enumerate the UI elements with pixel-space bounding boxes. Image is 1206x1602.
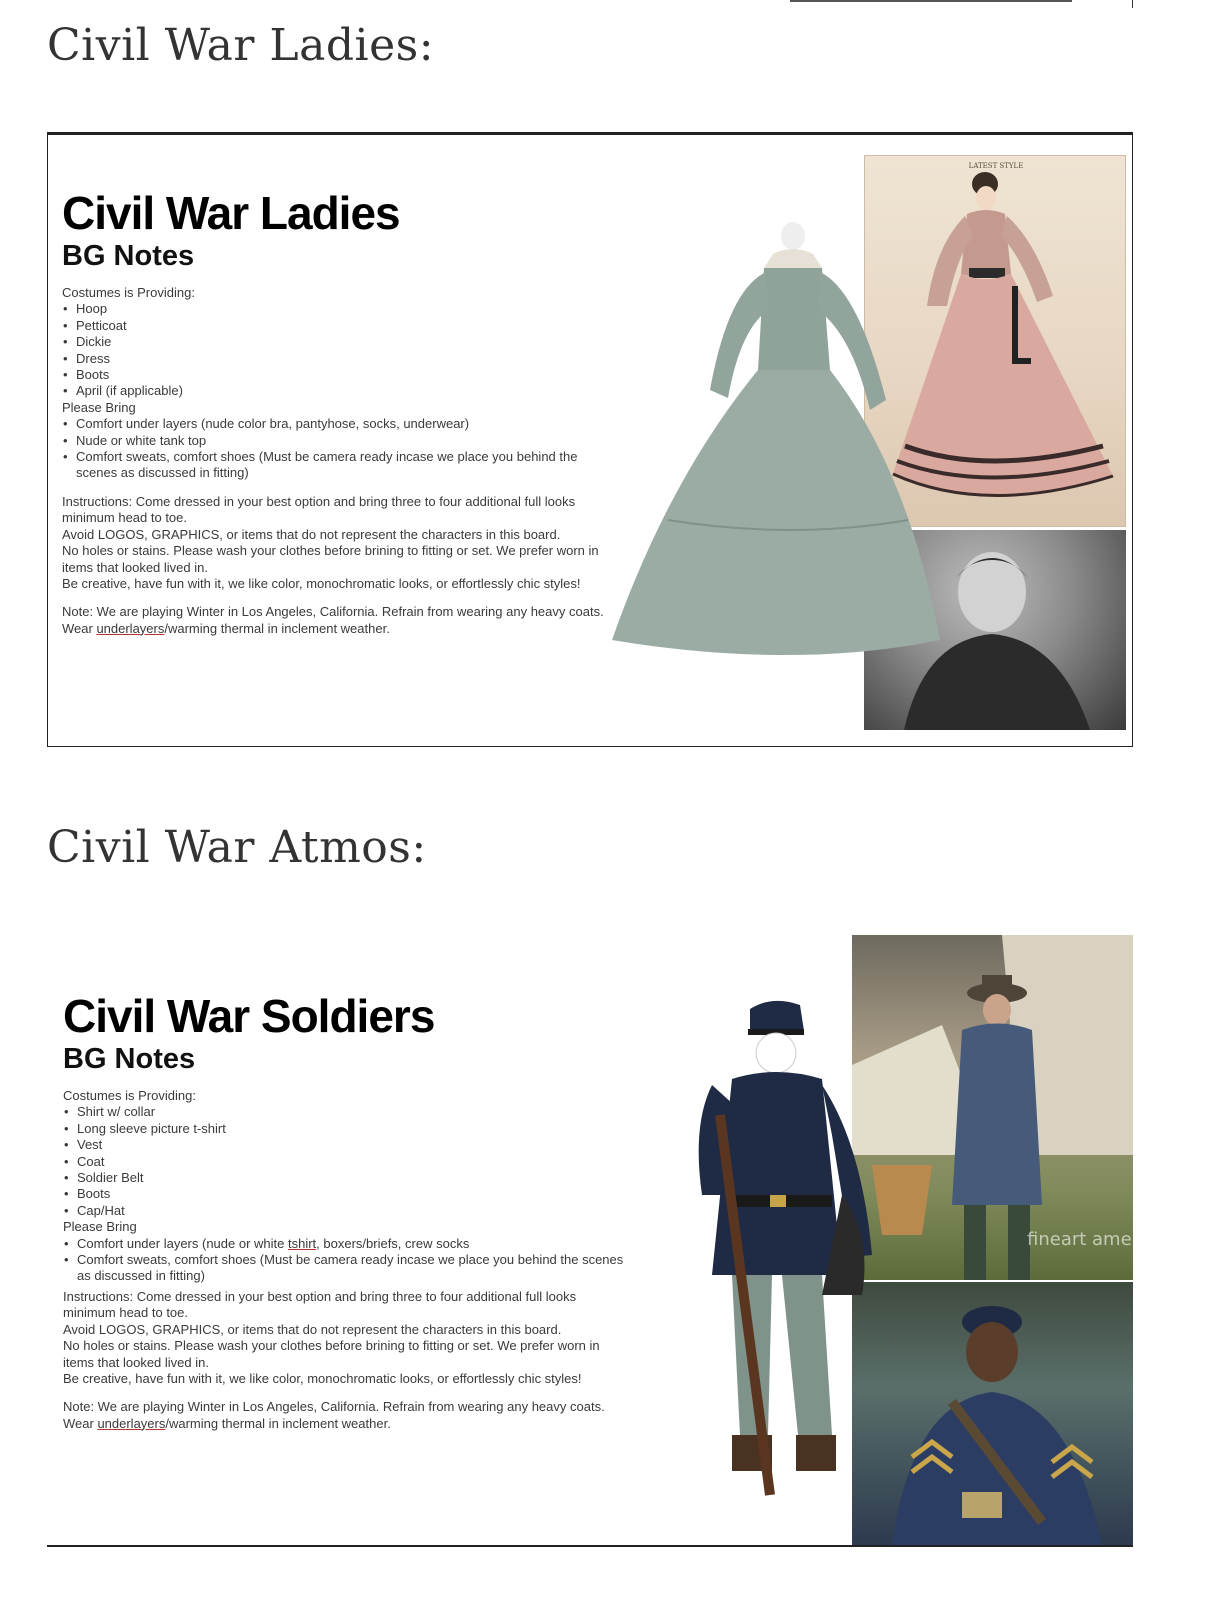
list-item: • Soldier Belt <box>63 1170 628 1186</box>
section-heading-atmos: Civil War Atmos: <box>47 822 427 873</box>
list-item: • April (if applicable) <box>62 383 622 399</box>
bring-underlined-word: tshirt <box>287 1235 317 1251</box>
bring-label: Please Bring <box>62 399 136 415</box>
bring-label: Please Bring <box>63 1219 137 1235</box>
top-divider-line <box>790 0 1072 2</box>
union-soldier-illustration <box>672 995 897 1500</box>
list-item: • Hoop <box>62 301 622 317</box>
list-item: • Cap/Hat <box>63 1203 628 1219</box>
board-subtitle: BG Notes <box>63 1043 196 1075</box>
bring-text: , boxers/briefs, crew socks <box>316 1235 470 1251</box>
instructions-paragraph: Be creative, have fun with it, we like color, monochromatic looks, or effortlessly chic styles! <box>62 575 581 591</box>
note-text: /warming thermal in inclement weather. <box>164 620 390 636</box>
bring-text: Comfort under layers (nude or white <box>77 1235 288 1251</box>
instructions-paragraph: Instructions: Come dressed in your best option and bring three to four additional full looks minimum head to toe. <box>63 1288 577 1321</box>
note-text: /warming thermal in inclement weather. <box>165 1415 391 1431</box>
soldiers-notes <box>63 990 628 1432</box>
list-item: • Boots <box>62 367 622 383</box>
list-item: • Coat <box>63 1154 628 1170</box>
bring-list <box>62 416 622 482</box>
board-title: Civil War Ladies <box>62 187 400 239</box>
ladies-moodboard <box>47 132 1133 747</box>
instructions-paragraph: No holes or stains. Please wash your clothes before brining to fitting or set. We prefer worn in items that looked lived in. <box>62 543 599 575</box>
union-soldier-cutout-image <box>672 995 897 1500</box>
providing-list <box>62 301 622 399</box>
list-item: • Nude or white tank top <box>62 433 622 449</box>
note-text: Note: We are playing Winter in Los Angeles, California. Refrain from wearing any heavy coats. Wear <box>62 604 604 636</box>
instructions-paragraph: Avoid LOGOS, GRAPHICS, or items that do not represent the characters in this board. <box>63 1321 562 1337</box>
list-item: • Vest <box>63 1137 628 1153</box>
ladies-notes <box>62 187 622 637</box>
soldiers-moodboard <box>47 935 1165 1547</box>
note-underlined-word: underlayers <box>97 1415 166 1431</box>
list-item: • Long sleeve picture t-shirt <box>63 1121 628 1137</box>
list-item: • Petticoat <box>62 318 622 334</box>
dress-illustration <box>608 220 943 665</box>
providing-label: Costumes is Providing: <box>62 285 195 300</box>
board-title: Civil War Soldiers <box>63 990 435 1042</box>
list-item: • Dickie <box>62 334 622 350</box>
weather-note <box>62 604 622 637</box>
board-subtitle: BG Notes <box>62 240 195 272</box>
providing-list <box>63 1104 628 1219</box>
instructions-paragraph: No holes or stains. Please wash your clothes before brining to fitting or set. We prefer worn in items that looked lived in. <box>63 1338 600 1370</box>
instructions-paragraph: Avoid LOGOS, GRAPHICS, or items that do not represent the characters in this board. <box>62 526 561 542</box>
list-item: • Boots <box>63 1186 628 1202</box>
note-underlined-word: underlayers <box>96 620 165 636</box>
green-dress-image <box>608 220 943 665</box>
note-text: Note: We are playing Winter in Los Angeles, California. Refrain from wearing any heavy coats. Wear <box>63 1399 605 1431</box>
list-item: • Comfort under layers (nude color bra, pantyhose, socks, underwear) <box>62 416 622 432</box>
instructions-paragraph: Be creative, have fun with it, we like color, monochromatic looks, or effortlessly chic styles! <box>63 1370 582 1386</box>
list-item: • Comfort sweats, comfort shoes (Must be camera ready incase we place you behind the scenes as discussed in fitting) <box>62 449 622 482</box>
list-item: • Dress <box>62 351 622 367</box>
top-divider-tick <box>1132 0 1133 8</box>
bring-list <box>63 1236 628 1285</box>
instructions-paragraph: Instructions: Come dressed in your best option and bring three to four additional full looks minimum head to toe. <box>62 493 576 526</box>
providing-label: Costumes is Providing: <box>63 1088 196 1103</box>
list-item: • Shirt w/ collar <box>63 1104 628 1120</box>
plate-header-text: LATEST STYLE <box>968 162 1024 170</box>
watermark-text: fineart america <box>1027 1229 1165 1250</box>
weather-note <box>63 1399 628 1432</box>
list-item <box>63 1236 628 1252</box>
list-item: • Comfort sweats, comfort shoes (Must be camera ready incase we place you behind the scenes as discussed in fitting) <box>63 1252 628 1285</box>
section-heading-ladies: Civil War Ladies: <box>47 20 435 71</box>
